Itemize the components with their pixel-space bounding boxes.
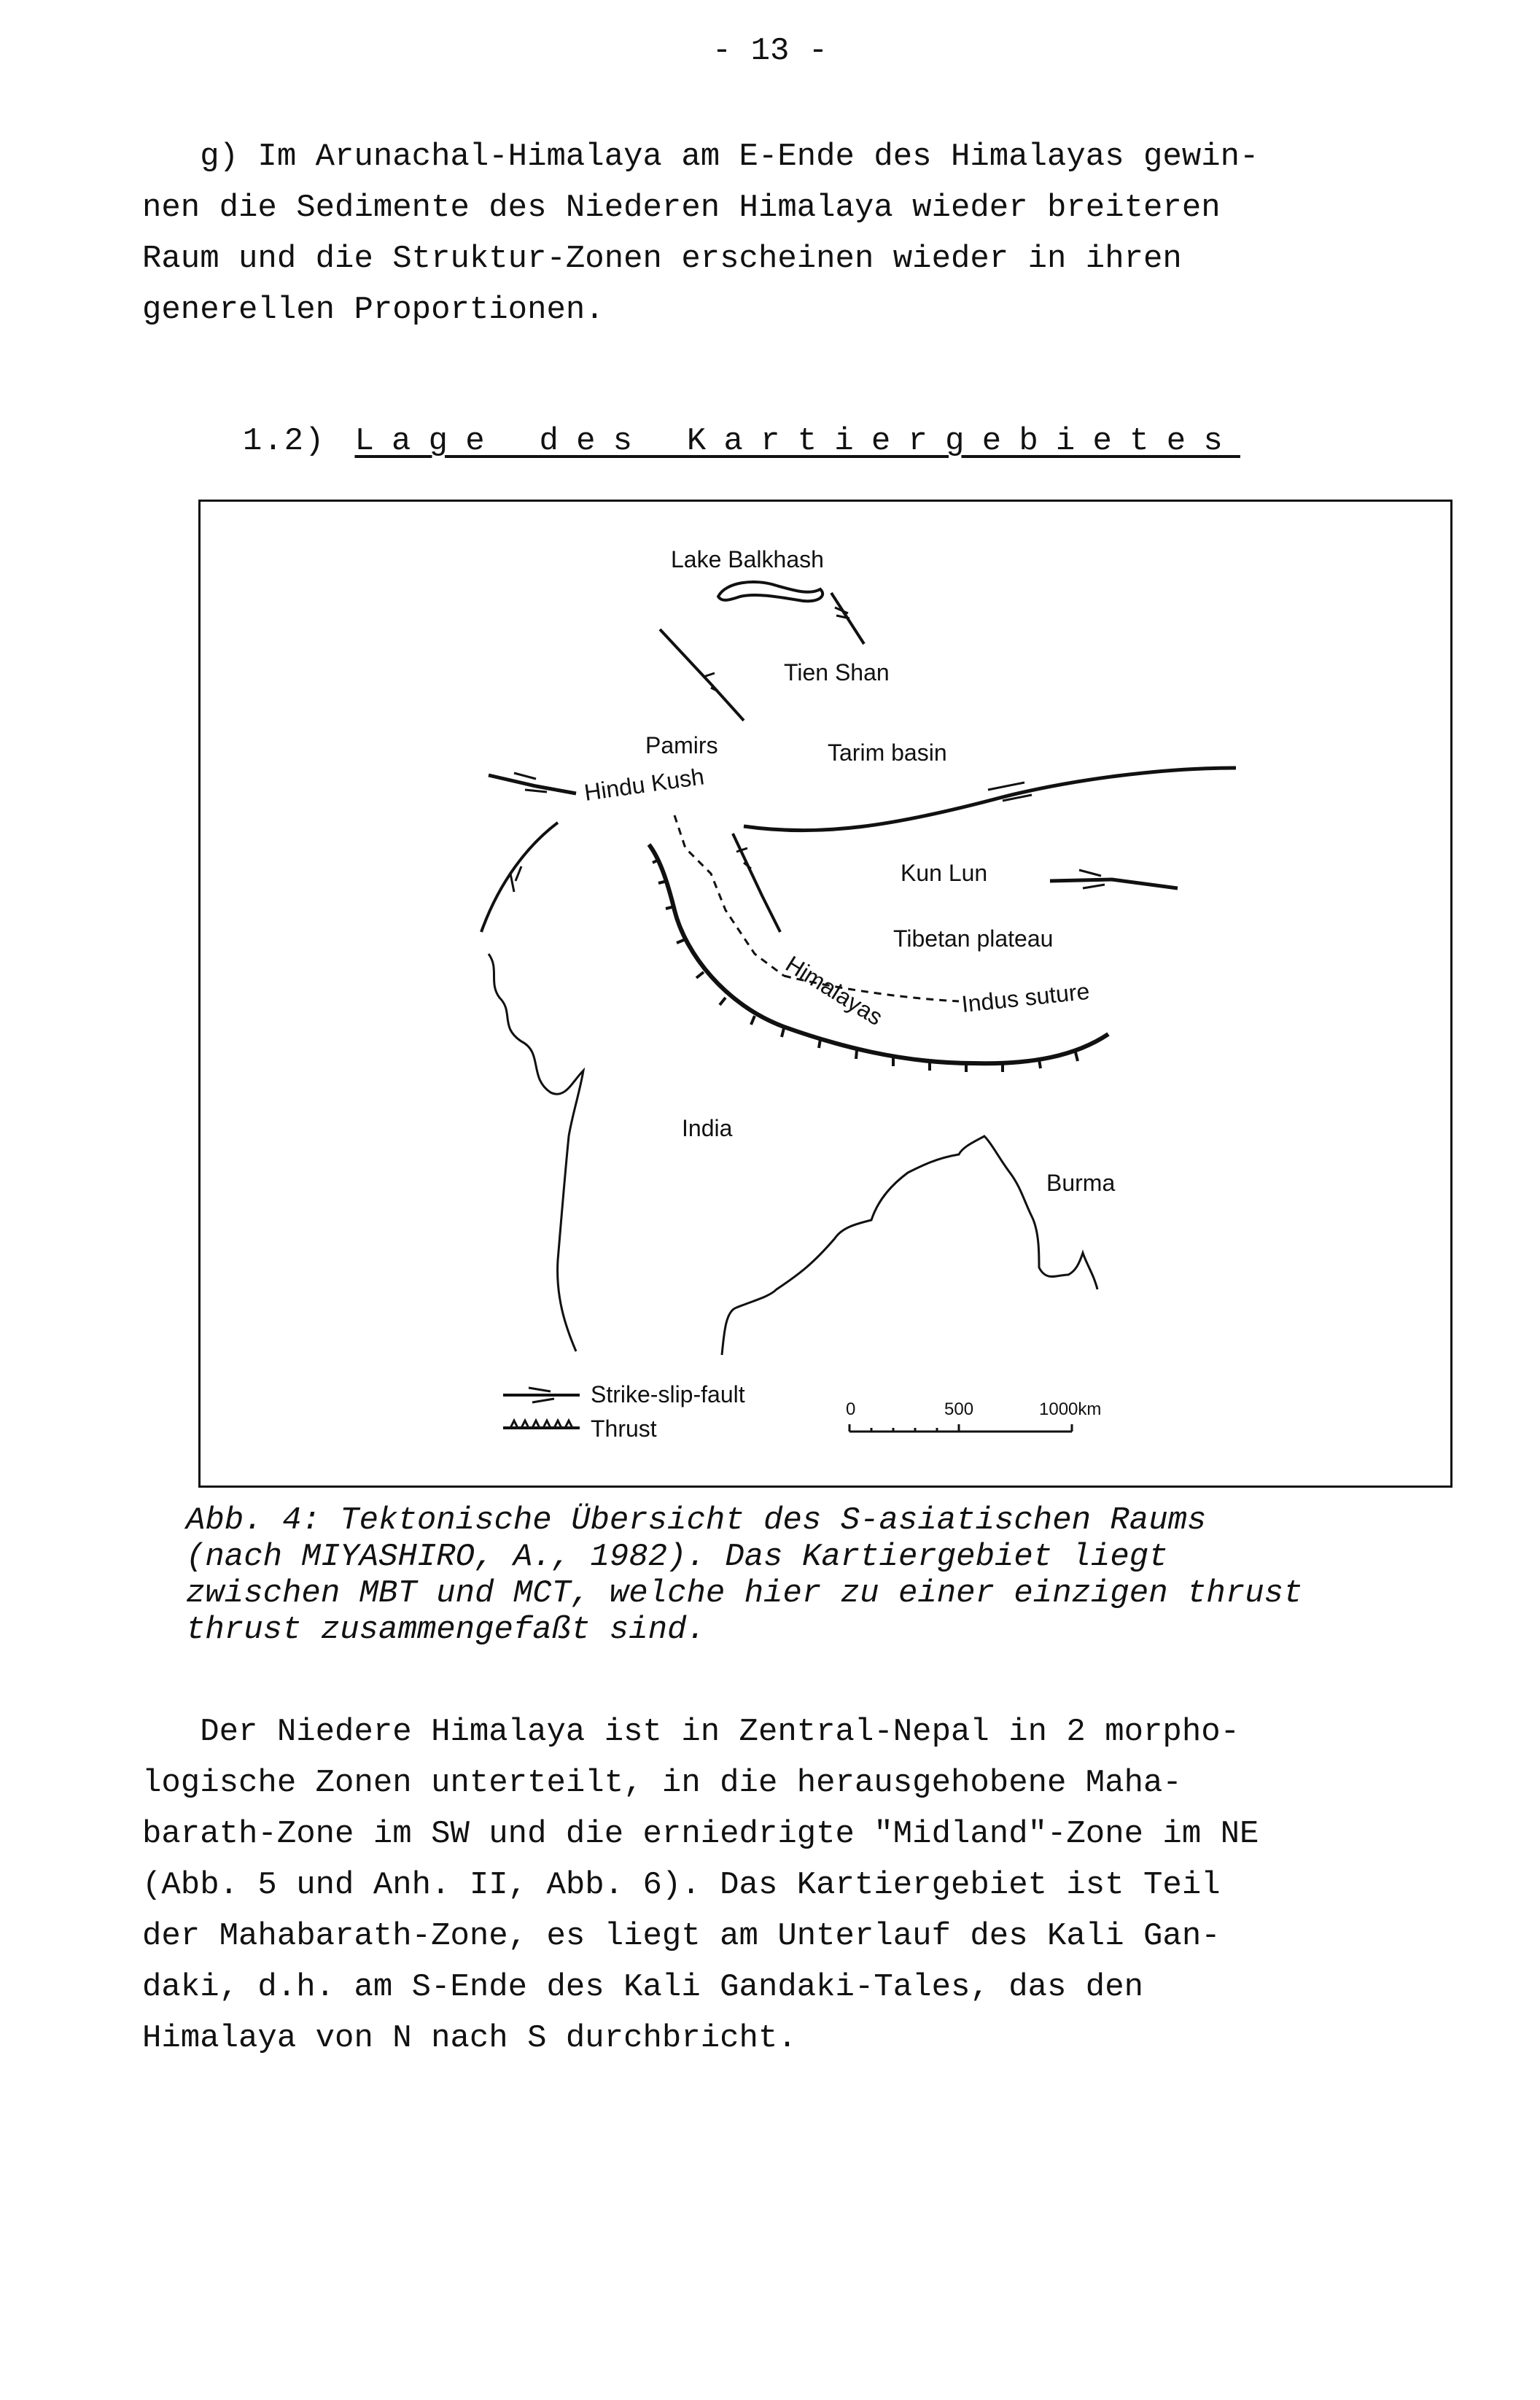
- scale-label-500: 500: [944, 1399, 974, 1419]
- chaman-fault: [481, 823, 558, 932]
- lake-balkhash-shape: [718, 582, 822, 601]
- paragraph-line: daki, d.h. am S-Ende des Kali Gandaki-Tales, das den: [142, 1969, 1144, 2005]
- scale-label-0: 0: [846, 1399, 856, 1419]
- caption-line: zwischen MBT und MCT, welche hier zu einer einzigen thrust: [186, 1575, 1303, 1612]
- paragraph-line: barath-Zone im SW und die erniedrigte "Midland"-Zone im NE: [142, 1816, 1259, 1852]
- paragraph-1: [142, 131, 1259, 335]
- section-title: Lage des Kartiergebietes: [354, 423, 1240, 459]
- label-burma: Burma: [1046, 1170, 1116, 1196]
- paragraph-line: generellen Proportionen.: [142, 292, 604, 328]
- karakoram-fault: [733, 834, 780, 932]
- paragraph-line: Raum und die Struktur-Zonen erscheinen wieder in ihren: [142, 241, 1182, 277]
- caption-line: Abb. 4: Tektonische Übersicht des S-asiatischen Raums: [186, 1502, 1207, 1539]
- paragraph-line: logische Zonen unterteilt, in die herausgehobene Maha-: [142, 1765, 1182, 1801]
- scale-label-1000: 1000km: [1039, 1399, 1102, 1419]
- label-tarim-basin: Tarim basin: [828, 739, 947, 766]
- tectonic-map-figure: [198, 500, 1452, 1488]
- label-india: India: [682, 1115, 733, 1141]
- caption-line: thrust zusammengefaßt sind.: [186, 1612, 706, 1648]
- paragraph-line: nen die Sedimente des Niederen Himalaya wieder breiteren: [142, 190, 1221, 226]
- section-heading: [204, 387, 1240, 459]
- label-lake-balkhash: Lake Balkhash: [671, 546, 824, 572]
- caption-line: (nach MIYASHIRO, A., 1982). Das Kartiergebiet liegt: [186, 1539, 1168, 1575]
- label-hindu-kush: Hindu Kush: [582, 763, 706, 806]
- page-number: - 13 -: [712, 33, 828, 69]
- paragraph-line: g) Im Arunachal-Himalaya am E-Ende des Himalayas gewin-: [142, 139, 1259, 175]
- himalayan-thrust: [649, 844, 1108, 1063]
- india-west-coast: [489, 954, 583, 1351]
- label-indus-suture: Indus suture: [960, 977, 1091, 1017]
- paragraph-line: Himalaya von N nach S durchbricht.: [142, 2020, 797, 2057]
- label-kun-lun: Kun Lun: [901, 860, 988, 886]
- section-number: 1.2): [242, 423, 326, 459]
- legend-strike-slip-label: Strike-slip-fault: [591, 1381, 745, 1407]
- label-tien-shan: Tien Shan: [784, 659, 890, 686]
- kun-lun-east-fault: [1050, 879, 1178, 888]
- label-pamirs: Pamirs: [645, 732, 718, 758]
- legend-thrust-label: Thrust: [591, 1415, 657, 1442]
- paragraph-line: der Mahabarath-Zone, es liegt am Unterlauf des Kali Gan-: [142, 1918, 1221, 1954]
- tectonic-map: [201, 502, 1455, 1490]
- figure-caption: [186, 1502, 1302, 1648]
- paragraph-line: Der Niedere Himalaya ist in Zentral-Nepal in 2 morpho-: [142, 1714, 1240, 1750]
- paragraph-line: (Abb. 5 und Anh. II, Abb. 6). Das Kartiergebiet ist Teil: [142, 1867, 1221, 1903]
- label-tibetan-plateau: Tibetan plateau: [893, 925, 1054, 952]
- kun-lun-fault: [744, 768, 1236, 831]
- label-himalayas: Himalayas: [781, 950, 888, 1031]
- paragraph-2: [142, 1706, 1259, 2064]
- pamirs-fault: [660, 629, 744, 721]
- bay-of-bengal-coast: [722, 1136, 1097, 1355]
